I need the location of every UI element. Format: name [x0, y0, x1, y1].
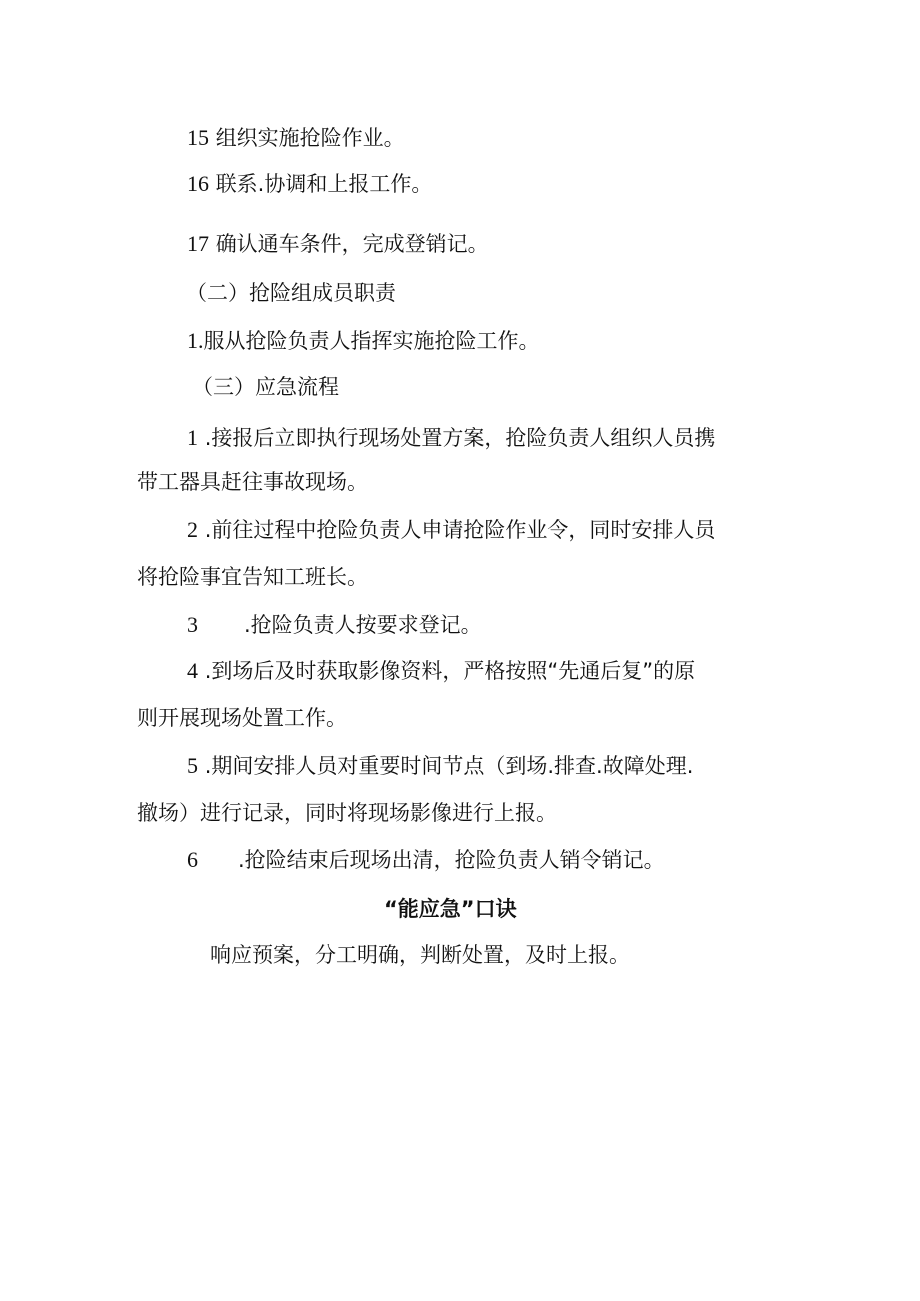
item-number: 1. [187, 328, 204, 353]
mnemonic-title: “能应急”口诀 [384, 897, 517, 921]
step-1-line-2: 带工器具赶往事故现场。 [137, 470, 368, 494]
step-6-line-1 [187, 846, 665, 874]
duty-number: 15 [187, 125, 209, 150]
item-text: 服从抢险负责人指挥实施抢险工作。 [203, 329, 540, 353]
section-heading-2: （二）抢险组成员职责 [186, 281, 396, 305]
step-2-line-2: 将抢险事宜告知工班长。 [137, 565, 368, 589]
step-4-line-1 [187, 657, 695, 685]
duty-number: 16 [187, 171, 209, 196]
duty-text: 组织实施抢险作业。 [215, 126, 405, 150]
duty-item-16 [187, 170, 432, 198]
step-text: .前往过程中抢险负责人申请抢险作业令，同时安排人员 [204, 518, 716, 542]
step-4-line-2: 则开展现场处置工作。 [137, 706, 347, 730]
step-text: .期间安排人员对重要时间节点（到场.排查.故障处理. [204, 754, 694, 778]
mnemonic-text: 响应预案，分工明确，判断处置，及时上报。 [210, 943, 630, 967]
duty-number: 17 [187, 231, 209, 256]
step-1-line-1 [187, 424, 715, 452]
duty-item-17 [187, 230, 489, 258]
duty-item-15 [187, 124, 405, 152]
step-number: 1 [187, 425, 198, 450]
duty-text: 联系.协调和上报工作。 [215, 172, 433, 196]
member-duty-item-1 [187, 327, 540, 355]
step-text: .接报后立即执行现场处置方案，抢险负责人组织人员携 [204, 426, 716, 450]
step-number: 4 [187, 658, 198, 683]
step-text: .抢险负责人按要求登记。 [244, 613, 482, 637]
step-3-line-1 [187, 611, 482, 639]
step-5-line-2: 撤场）进行记录，同时将现场影像进行上报。 [137, 801, 557, 825]
duty-text: 确认通车条件，完成登销记。 [215, 232, 489, 256]
step-number: 3 [187, 612, 198, 637]
step-number: 5 [187, 753, 198, 778]
step-number: 6 [187, 847, 198, 872]
step-2-line-1 [187, 516, 715, 544]
section-heading-3: （三）应急流程 [192, 375, 339, 399]
step-5-line-1 [187, 752, 693, 780]
step-number: 2 [187, 517, 198, 542]
step-text: .抢险结束后现场出清，抢险负责人销令销记。 [238, 848, 665, 872]
step-text: .到场后及时获取影像资料，严格按照“先通后复”的原 [204, 659, 696, 683]
